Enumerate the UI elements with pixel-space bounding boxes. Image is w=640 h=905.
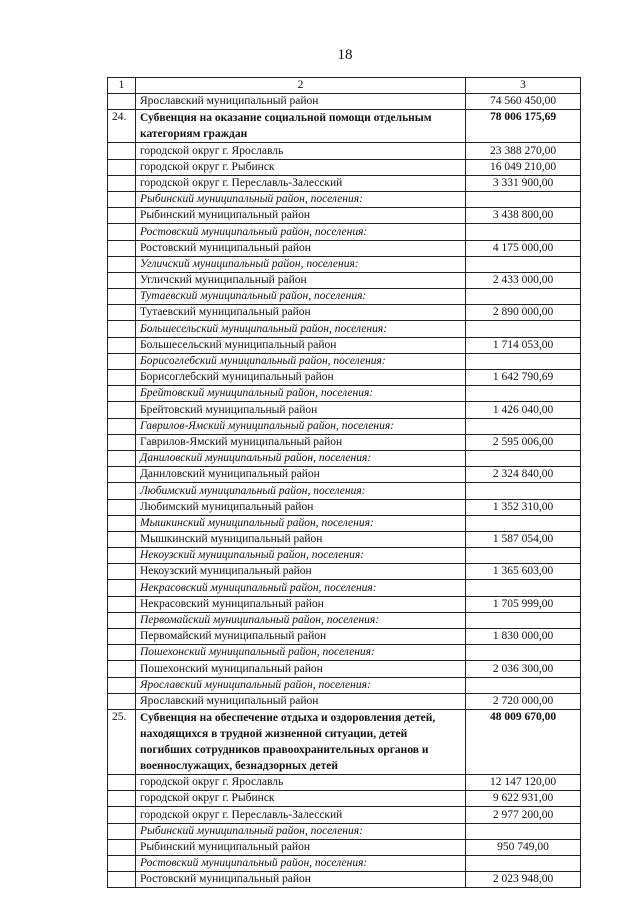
row-amount: 2 433 000,00 <box>466 272 581 288</box>
table-row <box>108 305 581 321</box>
row-number <box>108 499 136 515</box>
row-name: городской округ г. Рыбинск <box>136 159 466 175</box>
subheading-row <box>108 823 581 839</box>
table-row <box>108 564 581 580</box>
subheading-row <box>108 548 581 564</box>
row-amount: 78 006 175,69 <box>466 110 581 143</box>
row-name: Ростовский муниципальный район <box>136 240 466 256</box>
row-number <box>108 175 136 191</box>
row-number <box>108 693 136 709</box>
row-amount <box>466 353 581 369</box>
row-amount <box>466 321 581 337</box>
subheading-row <box>108 580 581 596</box>
row-amount <box>466 450 581 466</box>
row-number <box>108 612 136 628</box>
row-name: Рыбинский муниципальный район <box>136 839 466 855</box>
row-amount: 9 622 931,00 <box>466 791 581 807</box>
table-row <box>108 872 581 888</box>
header-col-3: 3 <box>466 78 581 94</box>
table-row <box>108 693 581 709</box>
row-amount: 1 830 000,00 <box>466 629 581 645</box>
row-number <box>108 159 136 175</box>
row-number <box>108 791 136 807</box>
row-name: Брейтовский муниципальный район <box>136 402 466 418</box>
row-name: Борисоглебский муниципальный район <box>136 370 466 386</box>
subheading-row <box>108 677 581 693</box>
subheading-row <box>108 855 581 871</box>
row-number <box>108 774 136 790</box>
row-amount: 48 009 670,00 <box>466 709 581 774</box>
row-number <box>108 629 136 645</box>
subheading-row <box>108 645 581 661</box>
row-name: Угличский муниципальный район, поселения: <box>136 256 466 272</box>
table-body <box>108 94 581 888</box>
row-amount: 950 749,00 <box>466 839 581 855</box>
row-number <box>108 272 136 288</box>
row-amount: 12 147 120,00 <box>466 774 581 790</box>
row-number <box>108 240 136 256</box>
subheading-row <box>108 321 581 337</box>
row-name: Гаврилов-Ямский муниципальный район, поселения: <box>136 418 466 434</box>
row-amount: 1 642 790,69 <box>466 370 581 386</box>
row-amount <box>466 256 581 272</box>
row-number <box>108 839 136 855</box>
row-number <box>108 807 136 823</box>
row-amount: 74 560 450,00 <box>466 94 581 110</box>
table-row <box>108 499 581 515</box>
row-amount: 2 977 200,00 <box>466 807 581 823</box>
row-number <box>108 467 136 483</box>
row-amount: 1 587 054,00 <box>466 531 581 547</box>
row-amount: 1 352 310,00 <box>466 499 581 515</box>
subheading-row <box>108 353 581 369</box>
row-name: Пошехонский муниципальный район, поселения: <box>136 645 466 661</box>
row-name: Субвенция на обеспечение отдыха и оздоровления детей, находящихся в трудной жизненной ситуации, детей погибших сотрудников правоохранительных органов и военнослужащих, безнадзорных детей <box>136 709 466 774</box>
page-number: 18 <box>337 47 353 63</box>
header-col-2: 2 <box>136 78 466 94</box>
subheading-row <box>108 256 581 272</box>
subheading-row <box>108 483 581 499</box>
row-number <box>108 580 136 596</box>
header-col-1: 1 <box>108 78 136 94</box>
table-row <box>108 272 581 288</box>
table-row <box>108 629 581 645</box>
row-number <box>108 596 136 612</box>
row-number <box>108 872 136 888</box>
subheading-row <box>108 386 581 402</box>
row-amount <box>466 548 581 564</box>
table-row <box>108 240 581 256</box>
row-amount: 2 720 000,00 <box>466 693 581 709</box>
row-amount <box>466 855 581 871</box>
row-number: 24. <box>108 110 136 143</box>
row-name: Ярославский муниципальный район <box>136 94 466 110</box>
row-name: Большесельский муниципальный район, поселения: <box>136 321 466 337</box>
row-name: Некоузский муниципальный район, поселения: <box>136 548 466 564</box>
row-name: Мышкинский муниципальный район, поселения: <box>136 515 466 531</box>
row-number <box>108 143 136 159</box>
row-number <box>108 418 136 434</box>
row-number <box>108 483 136 499</box>
row-amount: 3 438 800,00 <box>466 208 581 224</box>
row-amount <box>466 677 581 693</box>
subheading-row <box>108 612 581 628</box>
row-amount: 2 595 006,00 <box>466 434 581 450</box>
row-name: Пошехонский муниципальный район <box>136 661 466 677</box>
row-amount <box>466 580 581 596</box>
row-number <box>108 370 136 386</box>
row-name: Даниловский муниципальный район <box>136 467 466 483</box>
row-number <box>108 823 136 839</box>
row-amount <box>466 191 581 207</box>
row-name: Ярославский муниципальный район, поселения: <box>136 677 466 693</box>
row-number <box>108 94 136 110</box>
row-amount <box>466 612 581 628</box>
subheading-row <box>108 224 581 240</box>
row-name: Некрасовский муниципальный район <box>136 596 466 612</box>
row-number <box>108 256 136 272</box>
row-amount <box>466 823 581 839</box>
row-number <box>108 289 136 305</box>
row-number: 25. <box>108 709 136 774</box>
row-amount <box>466 386 581 402</box>
row-name: городской округ г. Рыбинск <box>136 791 466 807</box>
row-name: Ярославский муниципальный район <box>136 693 466 709</box>
row-name: Брейтовский муниципальный район, поселения: <box>136 386 466 402</box>
row-number <box>108 305 136 321</box>
row-number <box>108 677 136 693</box>
row-amount <box>466 224 581 240</box>
row-name: Ростовский муниципальный район, поселения: <box>136 224 466 240</box>
row-number <box>108 855 136 871</box>
row-name: Угличский муниципальный район <box>136 272 466 288</box>
row-number <box>108 548 136 564</box>
table-row <box>108 337 581 353</box>
row-number <box>108 208 136 224</box>
row-name: городской округ г. Переславль-Залесский <box>136 175 466 191</box>
row-number <box>108 402 136 418</box>
row-amount: 2 023 948,00 <box>466 872 581 888</box>
row-name: Рыбинский муниципальный район, поселения: <box>136 191 466 207</box>
row-name: Тутаевский муниципальный район, поселения: <box>136 289 466 305</box>
row-number <box>108 321 136 337</box>
table-row <box>108 807 581 823</box>
subheading-row <box>108 418 581 434</box>
row-name: Любимский муниципальный район, поселения: <box>136 483 466 499</box>
table-row <box>108 370 581 386</box>
row-name: Даниловский муниципальный район, поселения: <box>136 450 466 466</box>
row-number <box>108 661 136 677</box>
row-amount <box>466 515 581 531</box>
row-name: Борисоглебский муниципальный район, поселения: <box>136 353 466 369</box>
row-name: Рыбинский муниципальный район, поселения: <box>136 823 466 839</box>
row-amount <box>466 483 581 499</box>
table-row <box>108 159 581 175</box>
row-name: Рыбинский муниципальный район <box>136 208 466 224</box>
row-name: Большесельский муниципальный район <box>136 337 466 353</box>
table-row <box>108 791 581 807</box>
subvention-table <box>107 77 581 888</box>
row-name: Гаврилов-Ямский муниципальный район <box>136 434 466 450</box>
row-name: Некрасовский муниципальный район, поселения: <box>136 580 466 596</box>
row-number <box>108 531 136 547</box>
row-amount: 1 714 053,00 <box>466 337 581 353</box>
row-number <box>108 353 136 369</box>
table-row <box>108 402 581 418</box>
row-amount <box>466 289 581 305</box>
table-row <box>108 94 581 110</box>
subheading-row <box>108 289 581 305</box>
row-amount: 3 331 900,00 <box>466 175 581 191</box>
row-name: Ростовский муниципальный район, поселения: <box>136 855 466 871</box>
row-name: Первомайский муниципальный район, поселения: <box>136 612 466 628</box>
row-number <box>108 564 136 580</box>
row-name: городской округ г. Переславль-Залесский <box>136 807 466 823</box>
row-amount: 2 036 300,00 <box>466 661 581 677</box>
row-amount: 23 388 270,00 <box>466 143 581 159</box>
table-row <box>108 143 581 159</box>
table-row <box>108 839 581 855</box>
row-number <box>108 450 136 466</box>
section-row <box>108 110 581 143</box>
table-row <box>108 661 581 677</box>
row-name: Первомайский муниципальный район <box>136 629 466 645</box>
row-name: Тутаевский муниципальный район <box>136 305 466 321</box>
table-row <box>108 596 581 612</box>
row-number <box>108 224 136 240</box>
row-amount: 16 049 210,00 <box>466 159 581 175</box>
row-number <box>108 515 136 531</box>
row-name: Любимский муниципальный район <box>136 499 466 515</box>
subheading-row <box>108 450 581 466</box>
row-amount: 2 324 840,00 <box>466 467 581 483</box>
section-row <box>108 709 581 774</box>
table-header-row <box>108 78 581 94</box>
table-row <box>108 208 581 224</box>
row-name: Мышкинский муниципальный район <box>136 531 466 547</box>
table-row <box>108 175 581 191</box>
subheading-row <box>108 191 581 207</box>
row-amount: 1 426 040,00 <box>466 402 581 418</box>
row-name: городской округ г. Ярославль <box>136 774 466 790</box>
row-number <box>108 386 136 402</box>
table-row <box>108 467 581 483</box>
row-name: городской округ г. Ярославль <box>136 143 466 159</box>
row-number <box>108 645 136 661</box>
row-name: Некоузский муниципальный район <box>136 564 466 580</box>
table-row <box>108 531 581 547</box>
table-row <box>108 434 581 450</box>
row-amount: 1 365 603,00 <box>466 564 581 580</box>
subheading-row <box>108 515 581 531</box>
row-name: Ростовский муниципальный район <box>136 872 466 888</box>
row-number <box>108 434 136 450</box>
row-amount: 1 705 999,00 <box>466 596 581 612</box>
row-amount: 4 175 000,00 <box>466 240 581 256</box>
row-amount <box>466 418 581 434</box>
row-amount <box>466 645 581 661</box>
row-amount: 2 890 000,00 <box>466 305 581 321</box>
row-number <box>108 191 136 207</box>
row-number <box>108 337 136 353</box>
table-row <box>108 774 581 790</box>
row-name: Субвенция на оказание социальной помощи отдельным категориям граждан <box>136 110 466 143</box>
